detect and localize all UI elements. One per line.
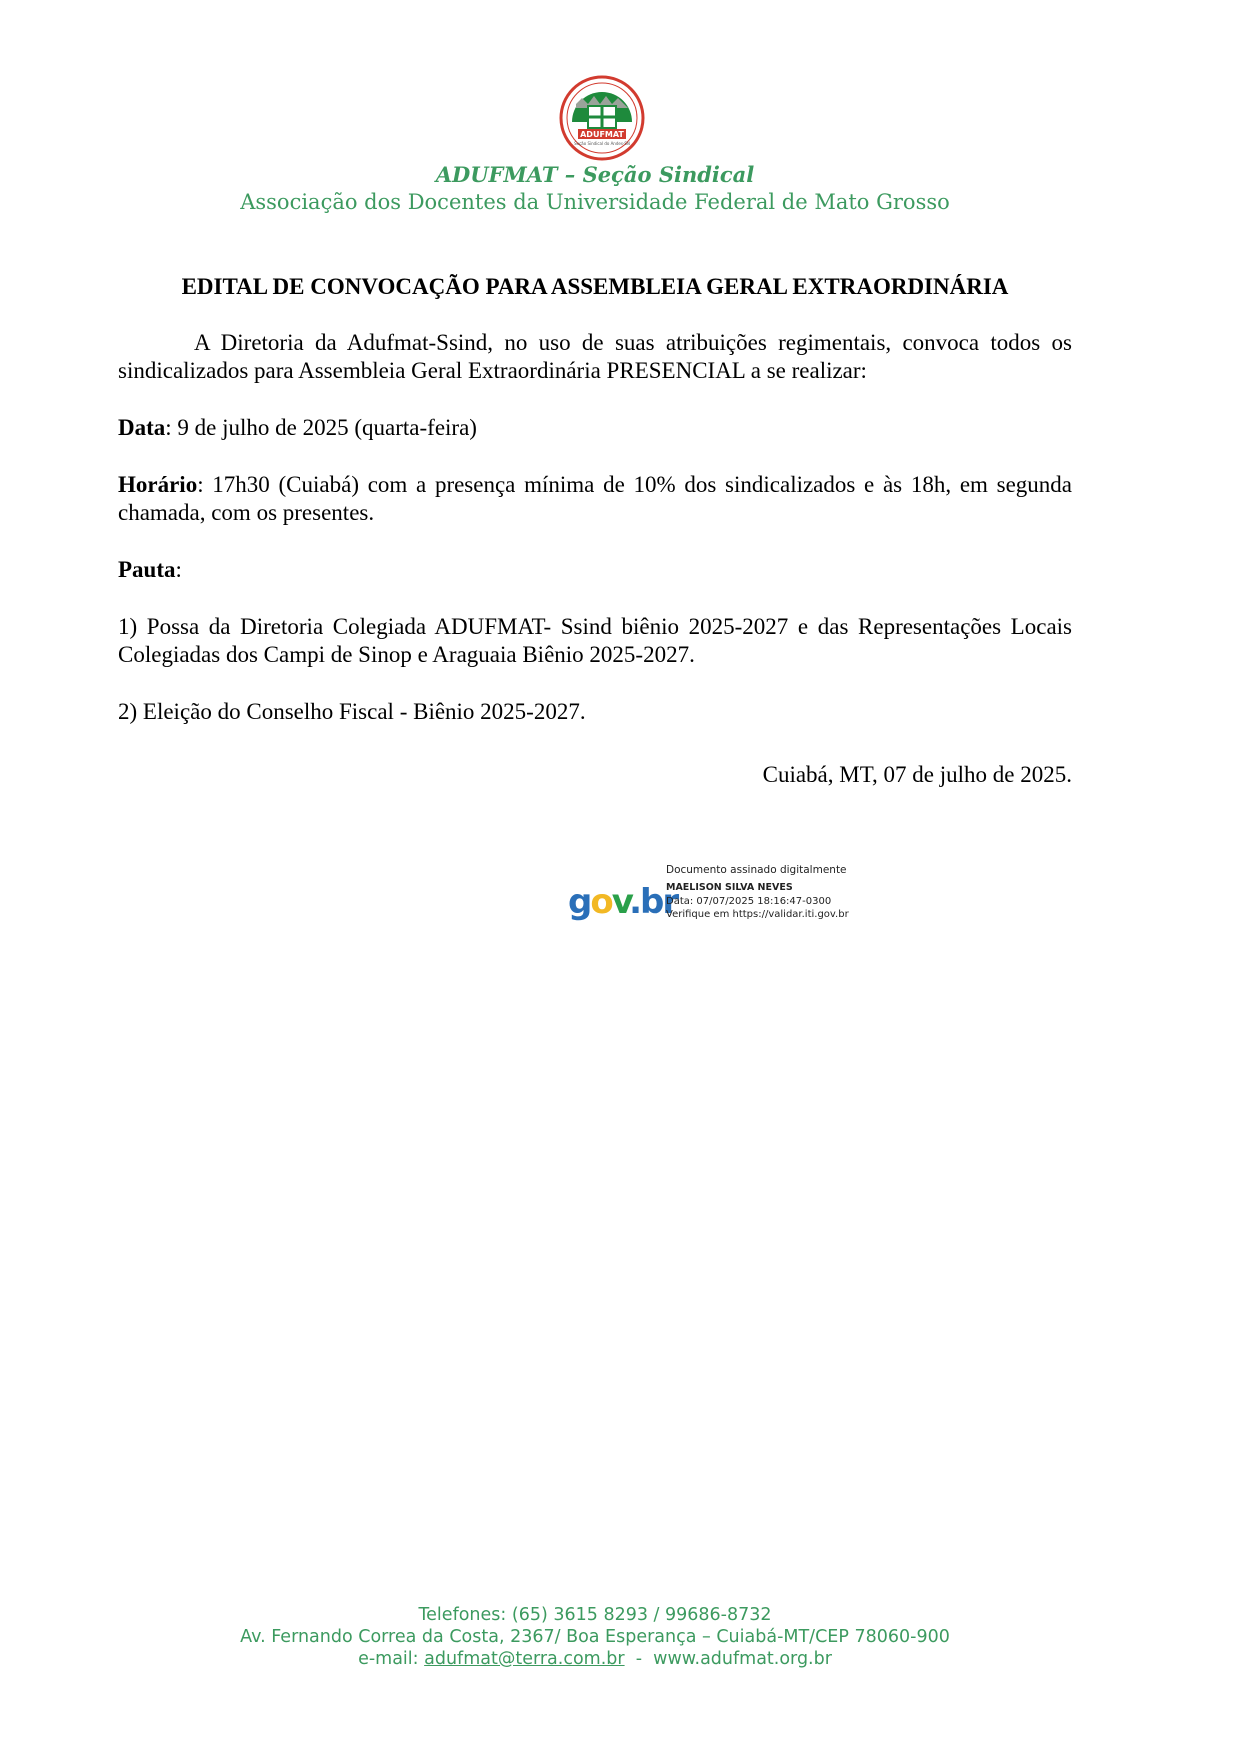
logo-text: ADUFMAT — [580, 130, 624, 139]
agenda-suffix: : — [175, 557, 182, 582]
footer-phones: Telefones: (65) 3615 8293 / 99686-8732 — [418, 1605, 772, 1625]
org-name: ADUFMAT – Seção Sindical — [435, 162, 755, 187]
intro-paragraph: A Diretoria da Adufmat-Ssind, no uso de suas atribuições regimentais, convoca todos os sindicalizados para Assembleia Geral Extraordinária PRESENCIAL a se realizar: — [118, 330, 1072, 383]
date-label: Data — [118, 415, 166, 440]
agenda-item: 1) Possa da Diretoria Colegiada ADUFMAT- Ssind biênio 2025-2027 e das Representações Locais Colegiadas dos Campi de Sinop e Araguaia Biênio 2025-2027. — [118, 614, 1072, 667]
agenda-label: Pauta — [118, 557, 176, 582]
time-label: Horário — [118, 472, 198, 497]
date-value: : 9 de julho de 2025 (quarta-feira) — [165, 415, 477, 440]
email-label: e-mail: — [358, 1649, 425, 1669]
place-date: Cuiabá, MT, 07 de julho de 2025. — [762, 762, 1072, 787]
signature-details — [666, 862, 849, 922]
footer-contact — [0, 1649, 1190, 1669]
org-full-name: Associação dos Docentes da Universidade Federal de Mato Grosso — [240, 190, 950, 214]
adufmat-logo — [552, 74, 652, 166]
time-paragraph — [118, 471, 1072, 527]
date-line — [118, 414, 1072, 442]
website-link[interactable]: www.adufmat.org.br — [653, 1649, 832, 1669]
footer-address: Av. Fernando Correa da Costa, 2367/ Boa Esperança – Cuiabá-MT/CEP 78060-900 — [240, 1627, 950, 1647]
email-link[interactable]: adufmat@terra.com.br — [424, 1649, 625, 1669]
footer-separator: - — [624, 1649, 654, 1669]
time-value: : 17h30 (Cuiabá) com a presença mínima de 10% dos sindicalizados e às 18h, em segunda chamada, com os presentes. — [118, 472, 1072, 525]
signature-verify: Verifique em https://validar.iti.gov.br — [666, 909, 849, 920]
agenda-item: 2) Eleição do Conselho Fiscal - Biênio 2025-2027. — [118, 699, 586, 724]
logo-subtext: Seção Sindical do Andes-SN — [574, 141, 630, 146]
digital-signature — [568, 862, 868, 932]
agenda-heading — [118, 556, 1072, 584]
govbr-logo: gov.br — [568, 882, 678, 922]
signature-label: Documento assinado digitalmente — [666, 864, 847, 876]
document-title: EDITAL DE CONVOCAÇÃO PARA ASSEMBLEIA GERAL EXTRAORDINÁRIA — [181, 274, 1009, 299]
signature-date: Data: 07/07/2025 18:16:47-0300 — [666, 896, 832, 907]
signer-name: MAELISON SILVA NEVES — [666, 882, 793, 893]
